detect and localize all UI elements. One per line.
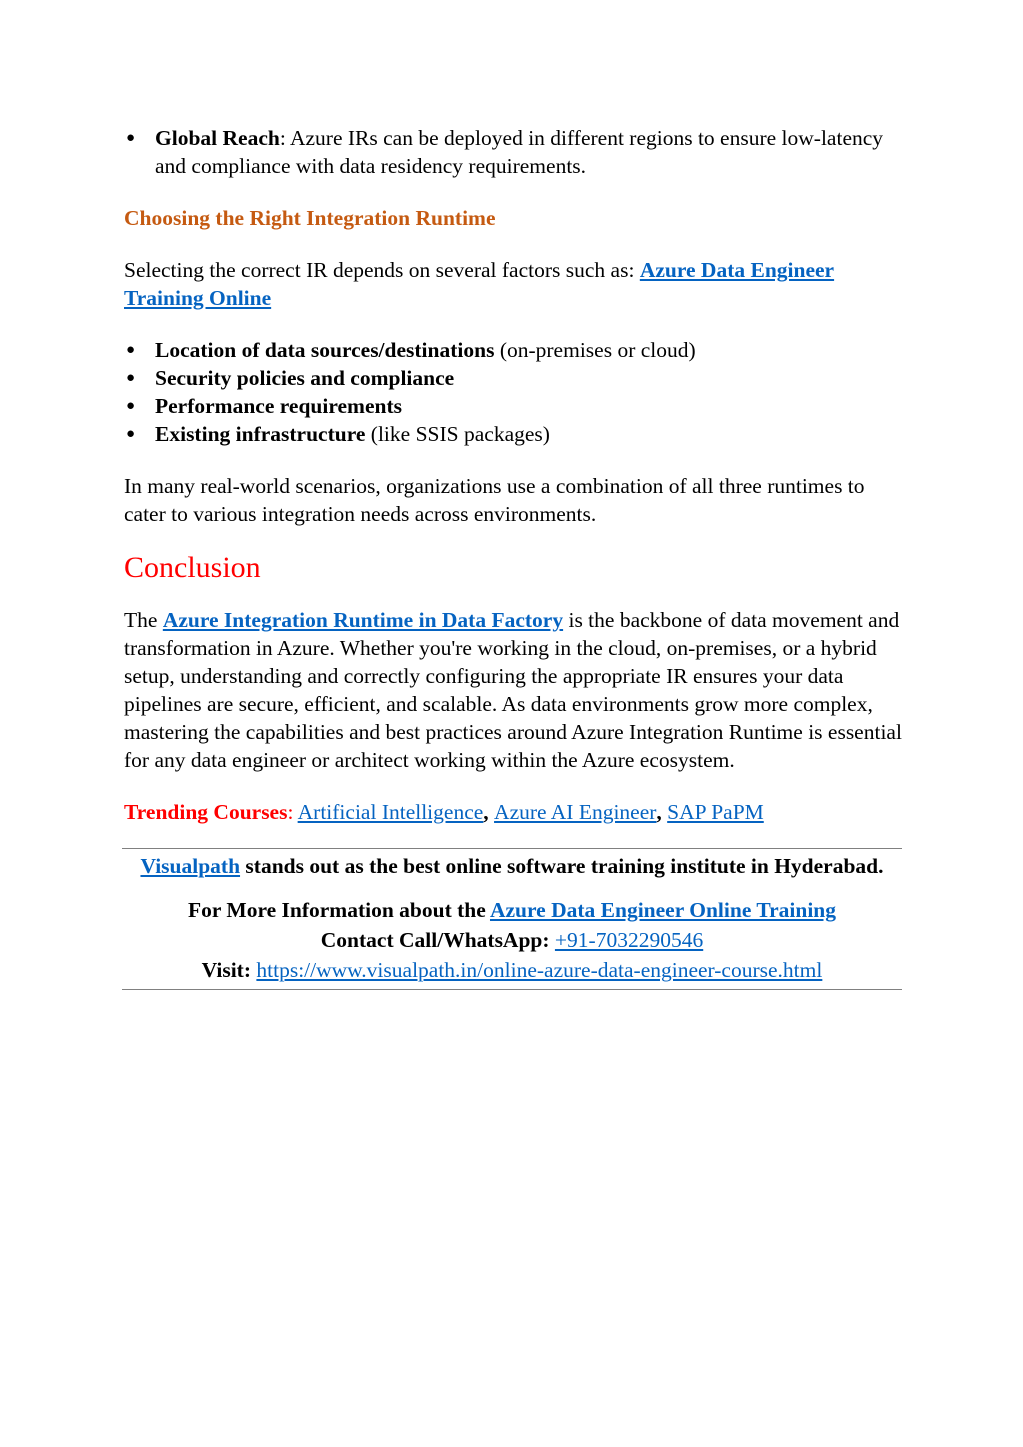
contact-label: Contact Call/WhatsApp: [320,928,555,952]
document-page [124,124,902,990]
phone-link[interactable]: +91-7032290546 [554,928,704,952]
course-link-sap[interactable]: SAP PaPM [667,800,764,824]
course-link-azure-ai[interactable]: Azure AI Engineer [494,800,657,824]
trending-label: Trending Courses [124,800,288,824]
factors-list [124,336,902,448]
bullet-icon: ● [126,130,136,146]
factor-text: (on-premises or cloud) [494,338,696,362]
factor-title: Location of data sources/destinations [155,338,495,362]
conclusion-pre: The [124,608,163,632]
visit-label: Visit: [201,958,257,982]
intro-paragraph [124,256,902,312]
info-label: For More Information about the [188,898,490,922]
section-heading: Choosing the Right Integration Runtime [124,206,496,230]
training-link[interactable]: Azure Data Engineer Training Online [124,258,835,310]
bullet-icon: ● [126,370,136,386]
bullet-icon: ● [126,342,136,358]
factor-title: Security policies and compliance [155,366,455,390]
brand-text: stands out as the best online software training institute in Hyderabad. [240,854,884,878]
course-link-ai[interactable]: Artificial Intelligence [297,800,484,824]
top-bullet-list [124,124,902,180]
intro-text: Selecting the correct IR depends on several factors such as: [124,258,640,282]
conclusion-body: is the backbone of data movement and transformation in Azure. Whether you're working in the cloud, on-premises, or a hybrid setup, understanding and correctly configuring the appropriate IR ensures your data pipelines are secure, efficient, and scalable. As data environments grow more complex, mastering the capabilities and best practices around Azure Integration Runtime is essential for any data engineer or architect working within the Azure ecosystem. [124,608,902,772]
list-item [124,364,902,392]
factor-text: (like SSIS packages) [365,422,550,446]
integration-runtime-link[interactable]: Azure Integration Runtime in Data Factory [162,608,564,632]
summary-paragraph: In many real-world scenarios, organizations use a combination of all three runtimes to cater to various integration needs across environments. [124,474,865,526]
brand-statement [122,851,902,881]
bullet-text: : Azure IRs can be deployed in different regions to ensure low-latency and compliance with data residency requirements. [155,126,884,178]
trending-courses [124,798,902,826]
list-item [124,336,902,364]
conclusion-heading: Conclusion [124,551,261,584]
bullet-icon: ● [126,398,136,414]
course-separator: , [483,800,495,824]
list-item [124,392,902,420]
course-info-link[interactable]: Azure Data Engineer Online Training [489,898,836,922]
factor-title: Performance requirements [155,394,402,418]
list-item [124,420,902,448]
website-link[interactable]: https://www.visualpath.in/online-azure-data-engineer-course.html [256,958,823,982]
visualpath-link[interactable]: Visualpath [140,854,241,878]
conclusion-paragraph [124,606,902,774]
course-separator: , [656,800,668,824]
contact-box [122,848,902,990]
contact-line [122,925,902,955]
bullet-title: Global Reach [155,126,280,150]
more-info-line [122,895,902,925]
visit-line [122,955,902,985]
trending-colon: : [287,800,298,824]
factor-title: Existing infrastructure [155,422,366,446]
list-item [124,124,902,180]
bullet-icon: ● [126,426,136,442]
